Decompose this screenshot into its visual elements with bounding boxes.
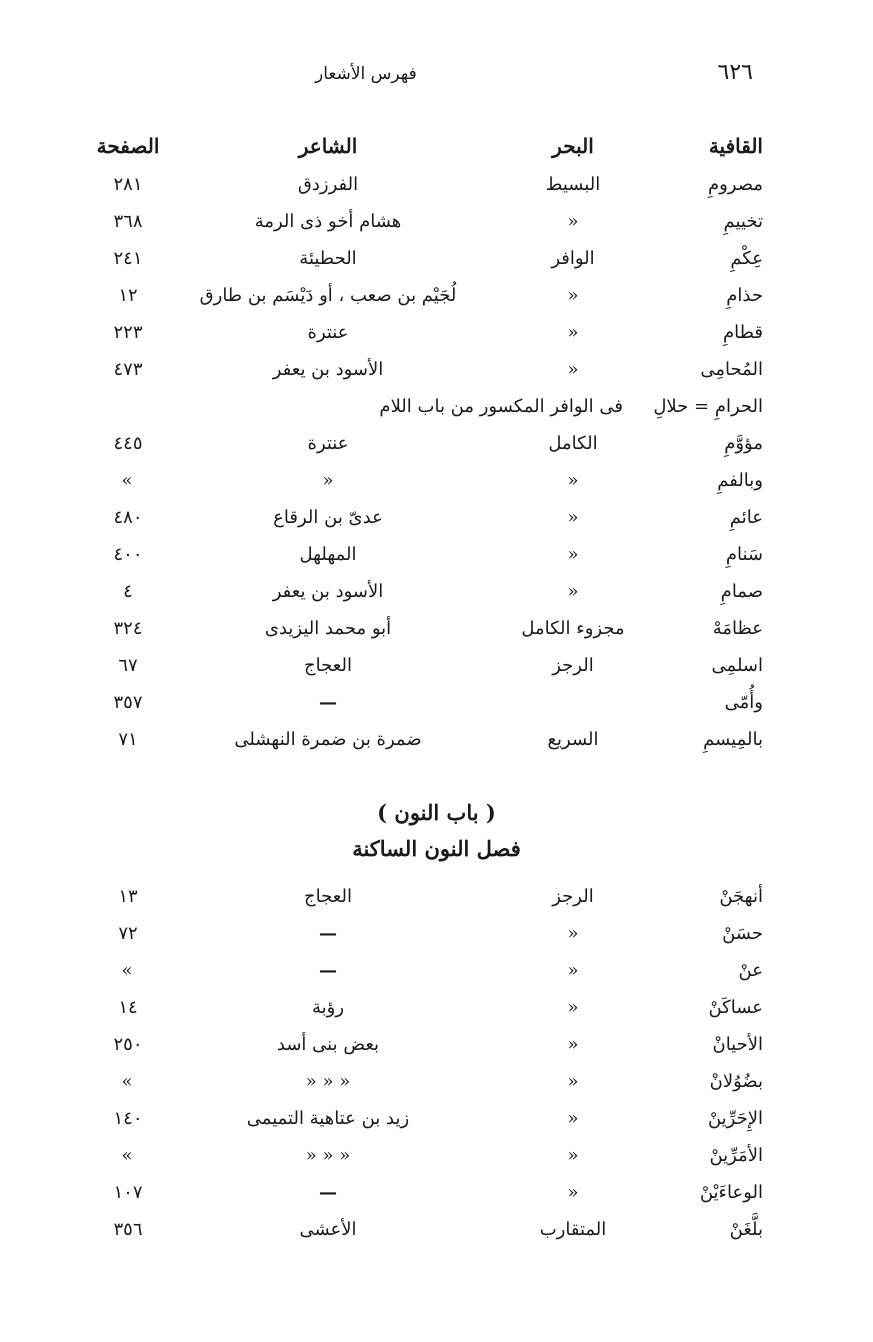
bahr-cell: «	[567, 211, 579, 232]
bahr-cell: «	[567, 1145, 579, 1166]
qafiya-cell: الحرامِ = حلالِ	[653, 396, 763, 417]
table-row	[93, 880, 763, 917]
shaer-cell: الأعشى	[299, 1219, 357, 1240]
bahr-cell: «	[567, 1034, 579, 1055]
qafiya-cell: الإِحَرِّينْ	[707, 1108, 763, 1129]
qafiya-cell: الأحيانْ	[712, 1034, 763, 1055]
shaer-cell: ضمرة بن ضمرة النهشلى	[234, 729, 422, 750]
table-row	[93, 1028, 763, 1065]
table-row	[93, 168, 763, 205]
table-row	[93, 538, 763, 575]
page-cell: ٢٨١	[113, 174, 143, 195]
page-cell: ٧٢	[118, 923, 138, 944]
qafiya-cell: الوعاءَيْنْ	[699, 1182, 763, 1203]
page-cell: ٢٢٣	[113, 322, 143, 343]
shaer-cell: عنترة	[307, 322, 349, 343]
qafiya-cell: الأمَرِّينْ	[709, 1145, 763, 1166]
qafiya-cell: عنْ	[738, 960, 763, 981]
page-cell: ١٣	[118, 886, 138, 907]
table-row-cross-reference	[93, 390, 763, 427]
table-row	[93, 954, 763, 991]
table-row	[93, 575, 763, 612]
bahr-cell: «	[567, 997, 579, 1018]
page-cell: ٤٠٠	[113, 544, 143, 565]
page-cell: ٦٧	[118, 655, 138, 676]
table-row	[93, 353, 763, 390]
running-head	[90, 60, 753, 94]
qafiya-cell: تخييمِ	[723, 211, 763, 232]
page-cell: «	[121, 1071, 135, 1092]
header-page: الصفحة	[96, 134, 160, 158]
bahr-cell: الوافر	[551, 248, 595, 269]
header-shaer: الشاعر	[298, 134, 358, 158]
qafiya-cell: اسلمِى	[711, 655, 763, 676]
qafiya-cell: صمامِ	[720, 581, 763, 602]
bahr-cell: الكامل	[548, 433, 598, 454]
page-cell: ٤٨٠	[113, 507, 143, 528]
page-cell: ٧١	[118, 729, 138, 750]
bahr-cell: الرجز	[552, 886, 594, 907]
page-cell: ٤٤٥	[113, 433, 143, 454]
bahr-cell: «	[567, 581, 579, 602]
table-row	[93, 205, 763, 242]
page-cell: «	[121, 1145, 135, 1166]
shaer-cell: الأسود بن يعفر	[272, 581, 384, 602]
qafiya-cell: بالمِيسمِ	[703, 729, 763, 750]
bahr-cell: «	[567, 1108, 579, 1129]
shaer-cell: العجاج	[304, 886, 352, 907]
shaer-cell: « « «	[305, 1145, 351, 1166]
shaer-cell: «	[322, 470, 334, 491]
page-cell: ٣٢٤	[113, 618, 143, 639]
poetry-index-table	[93, 128, 763, 760]
page-cell: ٣٥٧	[113, 692, 143, 713]
shaer-cell: العجاج	[304, 655, 352, 676]
bahr-cell: السريع	[547, 729, 599, 750]
table-row	[93, 1213, 763, 1250]
qafiya-cell: قطامِ	[723, 322, 763, 343]
bahr-cell: البسيط	[545, 174, 601, 195]
table-row	[93, 612, 763, 649]
bahr-cell: «	[567, 470, 579, 491]
table-row	[93, 1102, 763, 1139]
shaer-cell: أبو محمد اليزيدى	[264, 618, 392, 639]
shaer-cell: المهلهل	[299, 544, 357, 565]
table-header	[93, 128, 763, 168]
cross-reference-note: فى الوافر المكسور من باب اللام	[379, 396, 623, 417]
table-row	[93, 723, 763, 760]
qafiya-cell: عساكَنْ	[708, 997, 763, 1018]
bahr-cell: «	[567, 923, 579, 944]
shaer-cell: الفرزدق	[297, 174, 359, 195]
shaer-cell: عنترة	[307, 433, 349, 454]
table-row	[93, 991, 763, 1028]
qafiya-cell: حذامِ	[726, 285, 763, 306]
shaer-cell: بعض بنى أسد	[276, 1034, 380, 1055]
qafiya-cell: بضُوُلانْ	[709, 1071, 763, 1092]
bahr-cell: مجزوء الكامل	[521, 618, 625, 639]
bahr-cell: «	[567, 322, 579, 343]
header-bahr: البحر	[552, 134, 594, 158]
bahr-cell: «	[567, 544, 579, 565]
page-cell: «	[121, 470, 135, 491]
qafiya-cell: سَنامِ	[725, 544, 763, 565]
page-cell: ٣٥٦	[113, 1219, 143, 1240]
page-cell: ١٠٧	[113, 1182, 143, 1203]
page-cell: ٤	[123, 581, 133, 602]
page-cell: ٣٦٨	[113, 211, 143, 232]
table-row	[93, 1139, 763, 1176]
section-heading	[0, 795, 873, 867]
table-row	[93, 686, 763, 723]
page-cell: ١٤	[118, 997, 138, 1018]
shaer-cell: —	[319, 923, 337, 944]
qafiya-cell: عظامَهْ	[712, 618, 763, 639]
page-cell: ١٢	[118, 285, 138, 306]
qafiya-cell: بلَّغَنْ	[729, 1219, 763, 1240]
shaer-cell: عدىّ بن الرقاع	[273, 507, 383, 528]
bahr-cell: «	[567, 960, 579, 981]
bahr-cell: «	[567, 1071, 579, 1092]
qafiya-cell: وبالفمِ	[717, 470, 763, 491]
shaer-cell: —	[319, 692, 337, 713]
bahr-cell: «	[567, 1182, 579, 1203]
shaer-cell: لُجَيْم بن صعب ، أو دَيْسَم بن طارق	[199, 285, 457, 306]
table-row	[93, 501, 763, 538]
qafiya-cell: مصرومِ	[707, 174, 763, 195]
bahr-cell: «	[567, 359, 579, 380]
poetry-index-table-nun	[93, 880, 763, 1250]
fasl-title: فصل النون الساكنة	[352, 836, 521, 861]
qafiya-cell: أنهجَنْ	[719, 886, 763, 907]
table-row	[93, 427, 763, 464]
qafiya-cell: عِكْمِ	[730, 248, 763, 269]
qafiya-cell: مؤوَّمِ	[724, 433, 763, 454]
table-row	[93, 279, 763, 316]
page-cell: «	[121, 960, 135, 981]
qafiya-cell: وأُمّى	[724, 692, 763, 713]
bahr-cell: المتقارب	[539, 1219, 607, 1240]
shaer-cell: —	[319, 960, 337, 981]
page-cell: ٢٥٠	[113, 1034, 143, 1055]
bahr-cell: «	[567, 285, 579, 306]
page-cell: ٢٤١	[113, 248, 143, 269]
bahr-cell: الرجز	[552, 655, 594, 676]
running-title: فهرس الأشعار	[315, 64, 417, 84]
page-cell: ١٤٠	[113, 1108, 143, 1129]
bahr-cell: «	[567, 507, 579, 528]
bab-title: ( باب النون )	[377, 800, 496, 825]
table-row	[93, 1065, 763, 1102]
shaer-cell: —	[319, 1182, 337, 1203]
shaer-cell: « « «	[305, 1071, 351, 1092]
page-number: ٦٢٦	[717, 60, 753, 85]
qafiya-cell: حسَنْ	[722, 923, 763, 944]
table-row	[93, 1176, 763, 1213]
qafiya-cell: المُحامِى	[700, 359, 763, 380]
table-row	[93, 464, 763, 501]
table-row	[93, 242, 763, 279]
qafiya-cell: عائمِ	[729, 507, 763, 528]
shaer-cell: الأسود بن يعفر	[272, 359, 384, 380]
page-cell: ٤٧٣	[113, 359, 143, 380]
header-qafiya: القافية	[708, 134, 763, 158]
table-row	[93, 649, 763, 686]
table-row	[93, 316, 763, 353]
table-row	[93, 917, 763, 954]
shaer-cell: رؤبة	[311, 997, 345, 1018]
shaer-cell: زيد بن عتاهية التميمى	[246, 1108, 410, 1129]
shaer-cell: هشام أخو ذى الرمة	[254, 211, 402, 232]
shaer-cell: الحطيئة	[299, 248, 357, 269]
